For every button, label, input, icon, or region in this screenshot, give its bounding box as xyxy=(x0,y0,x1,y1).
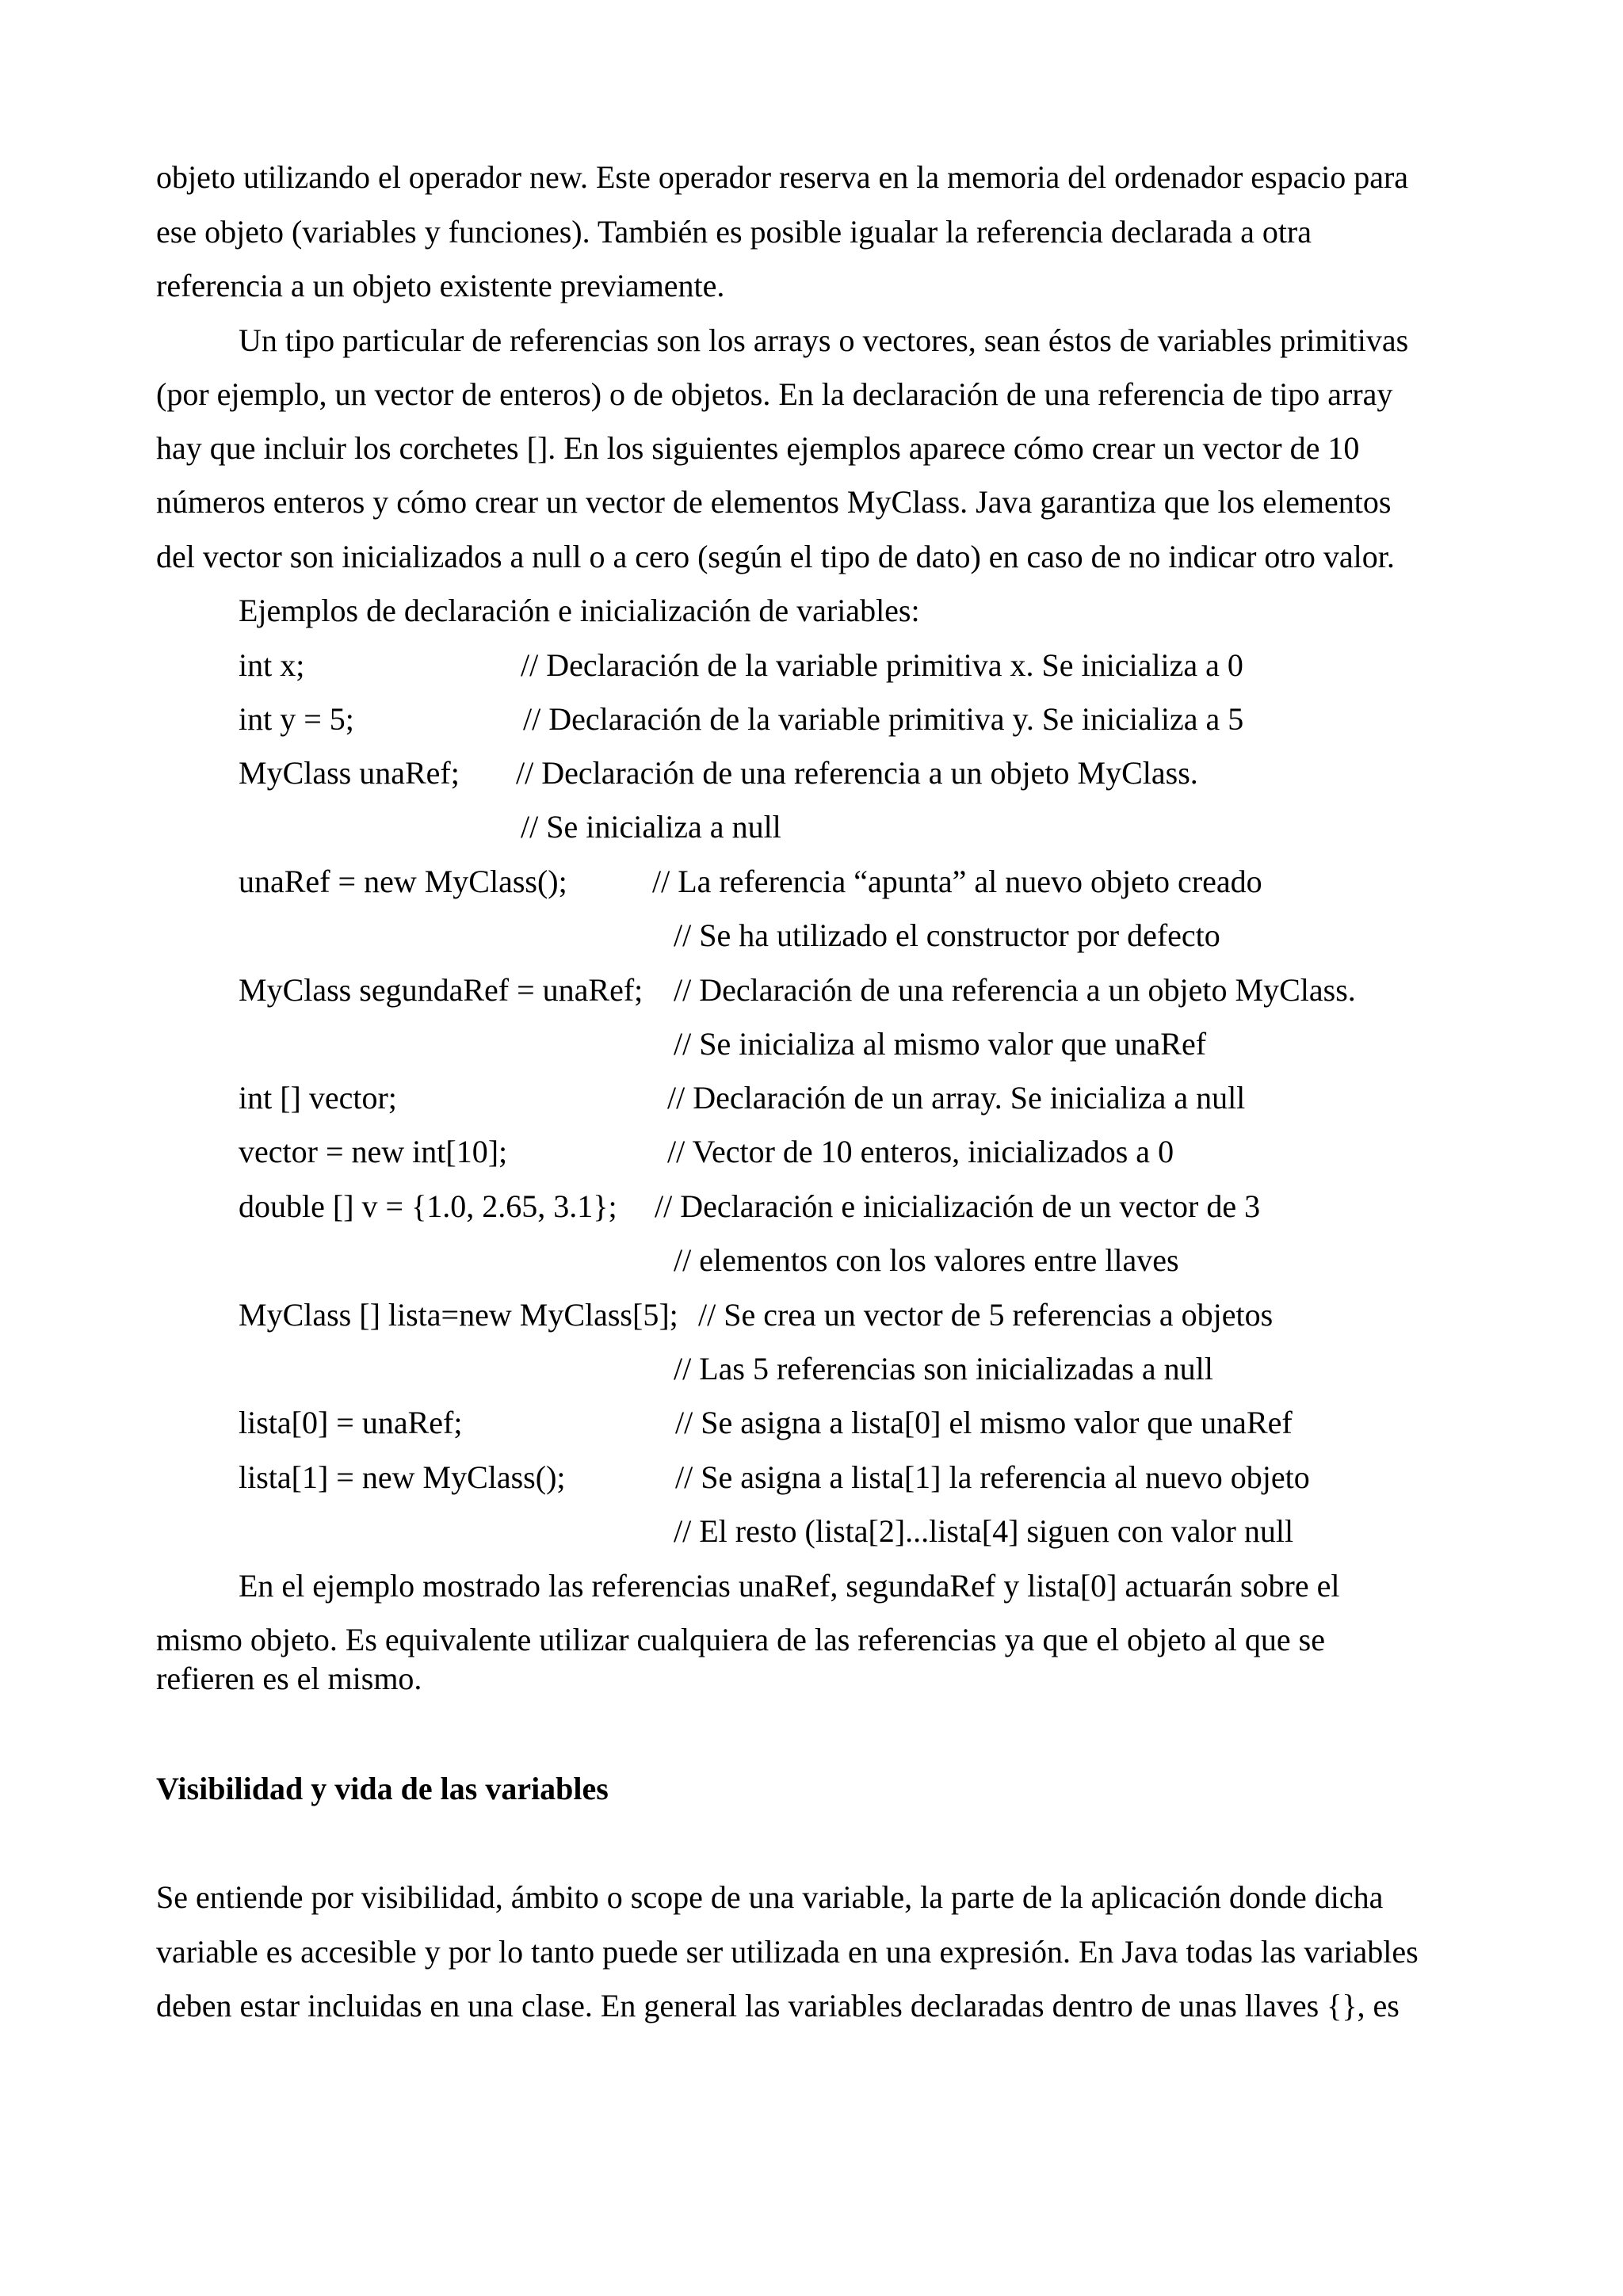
paragraph-line: deben estar incluidas en una clase. En general las variables declaradas dentro de unas llaves {}, es xyxy=(156,1988,1400,2023)
code-text: vector = new int[10]; xyxy=(239,1134,508,1169)
code-comment: // Se crea un vector de 5 referencias a objetos xyxy=(698,1297,1274,1333)
paragraph-line: ese objeto (variables y funciones). También es posible igualar la referencia declarada a otra xyxy=(156,214,1312,250)
code-comment: // Declaración de una referencia a un objeto MyClass. xyxy=(674,972,1356,1008)
code-text: MyClass [] lista=new MyClass[5]; xyxy=(239,1297,678,1333)
code-comment: // Se asigna a lista[1] la referencia al nuevo objeto xyxy=(675,1459,1310,1495)
paragraph-line: hay que incluir los corchetes []. En los siguientes ejemplos aparece cómo crear un vector de 10 xyxy=(156,430,1360,466)
code-comment: // Vector de 10 enteros, inicializados a 0 xyxy=(667,1134,1174,1169)
paragraph-line: Se entiende por visibilidad, ámbito o scope de una variable, la parte de la aplicación donde dicha xyxy=(156,1879,1384,1915)
code-text: double [] v = {1.0, 2.65, 3.1}; xyxy=(239,1188,617,1224)
code-comment: // Declaración de la variable primitiva y. Se inicializa a 5 xyxy=(523,701,1244,737)
paragraph-line: variable es accesible y por lo tanto puede ser utilizada en una expresión. En Java todas las variables xyxy=(156,1934,1419,1970)
code-text: int x; xyxy=(239,647,305,683)
paragraph-line: referencia a un objeto existente previamente. xyxy=(156,268,725,303)
paragraph-line: Un tipo particular de referencias son los arrays o vectores, sean éstos de variables primitivas xyxy=(239,322,1409,358)
code-comment: // Se inicializa a null xyxy=(521,809,781,845)
paragraph-line: En el ejemplo mostrado las referencias unaRef, segundaRef y lista[0] actuarán sobre el xyxy=(239,1568,1340,1604)
code-comment: // La referencia “apunta” al nuevo objeto creado xyxy=(652,864,1262,899)
code-text: lista[1] = new MyClass(); xyxy=(239,1459,566,1495)
code-comment: // Las 5 referencias son inicializadas a null xyxy=(674,1351,1213,1386)
code-text: unaRef = new MyClass(); xyxy=(239,864,567,899)
code-comment: // El resto (lista[2]...lista[4] siguen con valor null xyxy=(674,1513,1294,1549)
paragraph-line: números enteros y cómo crear un vector de elementos MyClass. Java garantiza que los elementos xyxy=(156,484,1392,520)
paragraph-line: refieren es el mismo. xyxy=(156,1661,422,1696)
code-comment: // Declaración de un array. Se inicializa a null xyxy=(667,1080,1246,1116)
section-heading: Visibilidad y vida de las variables xyxy=(156,1771,609,1806)
paragraph-line: del vector son inicializados a null o a cero (según el tipo de dato) en caso de no indicar otro valor. xyxy=(156,539,1395,574)
code-comment: // Se asigna a lista[0] el mismo valor que unaRef xyxy=(675,1405,1293,1440)
paragraph-line: (por ejemplo, un vector de enteros) o de objetos. En la declaración de una referencia de tipo array xyxy=(156,376,1393,412)
code-text: int y = 5; xyxy=(239,701,354,737)
code-text: int [] vector; xyxy=(239,1080,397,1116)
code-comment: // Se inicializa al mismo valor que unaRef xyxy=(674,1026,1207,1062)
code-text: lista[0] = unaRef; xyxy=(239,1405,463,1440)
examples-intro: Ejemplos de declaración e inicialización de variables: xyxy=(239,593,920,628)
paragraph-line: mismo objeto. Es equivalente utilizar cualquiera de las referencias ya que el objeto al que se xyxy=(156,1622,1325,1657)
code-comment: // Declaración de la variable primitiva x. Se inicializa a 0 xyxy=(521,647,1243,683)
code-text: MyClass unaRef; xyxy=(239,755,460,791)
code-comment: // Declaración e inicialización de un vector de 3 xyxy=(655,1188,1261,1224)
paragraph-line: objeto utilizando el operador new. Este operador reserva en la memoria del ordenador espacio para xyxy=(156,159,1409,195)
code-comment: // elementos con los valores entre llaves xyxy=(674,1242,1179,1278)
code-comment: // Se ha utilizado el constructor por defecto xyxy=(674,917,1220,953)
code-comment: // Declaración de una referencia a un objeto MyClass. xyxy=(516,755,1198,791)
code-text: MyClass segundaRef = unaRef; xyxy=(239,972,643,1008)
